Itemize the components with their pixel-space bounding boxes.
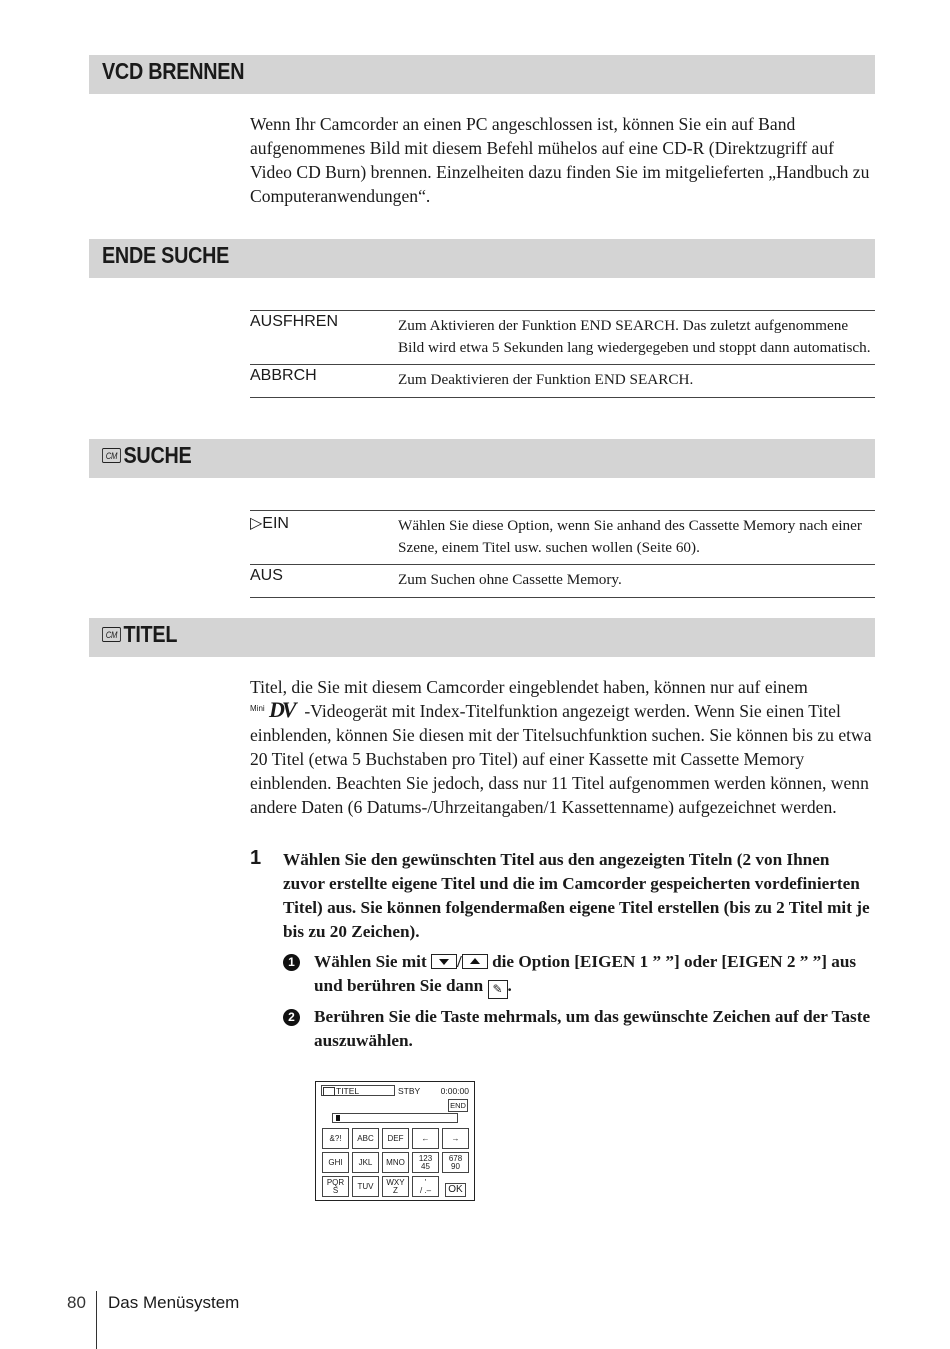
substep-text: Berühren Sie die Taste mehrmals, um das gewünschte Zeichen auf der Taste auszuwählen. bbox=[314, 1007, 871, 1050]
lcd-title-box bbox=[321, 1085, 395, 1096]
substep-text-part: Wählen Sie mit bbox=[314, 952, 431, 971]
text-cursor bbox=[336, 1115, 340, 1121]
cassette-memory-icon: CM bbox=[102, 627, 121, 642]
scroll-up-button-icon bbox=[462, 954, 488, 969]
section-title-wrap bbox=[102, 621, 177, 648]
lcd-key[interactable]: DEF bbox=[382, 1128, 409, 1149]
footer-chapter-title: Das Menüsystem bbox=[108, 1293, 240, 1312]
step-1 bbox=[250, 848, 875, 944]
page-number: 80 bbox=[67, 1293, 86, 1312]
table-row bbox=[250, 311, 875, 365]
titel-intro-rest: -Videogerät mit Index-Titelfunktion angezeigt werden. Wenn Sie einen Titel einblenden, können Sie diesen mit der Titelsuchfunktion suchen. Sie können bis zu etwa 20 Titel (etwa 5 Buchstaben pro Titel) auf einer Kassette mit Cassette Memory einblenden. Beachten Sie jedoch, dass nur 11 Titel aufgenommen werden können, wenn andere Daten (6 Datums-/Uhrzeitangaben/1 Kassettenname) aufgezeichnet werden. bbox=[250, 701, 872, 817]
lcd-screen-illustration bbox=[315, 1081, 475, 1201]
section-title: TITEL bbox=[123, 621, 178, 647]
substep-2 bbox=[283, 1005, 875, 1053]
lcd-ok-button[interactable] bbox=[442, 1176, 469, 1197]
lcd-key[interactable]: PQR S bbox=[322, 1176, 349, 1197]
lcd-key[interactable]: 123 45 bbox=[412, 1152, 439, 1173]
section-header-vcd-brennen bbox=[89, 55, 875, 94]
cassette-memory-icon bbox=[323, 1087, 335, 1096]
ende-suche-options-table bbox=[250, 310, 875, 398]
section-title: VCD BRENNEN bbox=[102, 58, 245, 84]
lcd-key-left-arrow[interactable]: ← bbox=[412, 1128, 439, 1149]
table-row bbox=[250, 365, 875, 398]
section-title: ENDE SUCHE bbox=[102, 242, 230, 268]
titel-intro-line1: Titel, die Sie mit diesem Camcorder eingeblendet haben, können nur auf einem bbox=[250, 677, 808, 697]
lcd-key[interactable]: GHI bbox=[322, 1152, 349, 1173]
substep-number-circle: 2 bbox=[283, 1009, 300, 1026]
option-key: AUS bbox=[250, 565, 398, 598]
mini-dv-logo-mini: Mini bbox=[250, 704, 265, 713]
step-number: 1 bbox=[250, 847, 262, 869]
lcd-key[interactable]: WXY Z bbox=[382, 1176, 409, 1197]
lcd-title-input[interactable] bbox=[332, 1113, 458, 1123]
option-description: Zum Deaktivieren der Funktion END SEARCH. bbox=[398, 365, 875, 398]
lcd-key[interactable]: ' / .– bbox=[412, 1176, 439, 1197]
mini-dv-logo-icon bbox=[250, 697, 300, 722]
lcd-end-button[interactable]: END bbox=[448, 1099, 468, 1112]
option-description: Zum Suchen ohne Cassette Memory. bbox=[398, 565, 875, 598]
option-description: Wählen Sie diese Option, wenn Sie anhand des Cassette Memory nach einer Szene, einem Titel usw. suchen wollen (Seite 60). bbox=[398, 511, 875, 565]
vcd-description: Wenn Ihr Camcorder an einen PC angeschlossen ist, können Sie ein auf Band aufgenommenes Bild mit diesem Befehl mühelos auf eine CD-R (Direktzugriff auf Video CD Burn) brennen. Einzelheiten dazu finden Sie im mitgelieferten „Handbuch zu Computeranwendungen“. bbox=[250, 114, 870, 206]
lcd-timecode: 0:00:00 bbox=[440, 1086, 469, 1096]
ok-label: OK bbox=[445, 1183, 465, 1197]
cassette-memory-icon: CM bbox=[102, 448, 121, 463]
titel-description bbox=[250, 675, 875, 819]
lcd-key[interactable]: &?! bbox=[322, 1128, 349, 1149]
substep-number-circle: 1 bbox=[283, 954, 300, 971]
footer-divider bbox=[96, 1291, 97, 1349]
step-text: Wählen Sie den gewünschten Titel aus den angezeigten Titeln (2 von Ihnen zuvor erstellte eigene Titel und die im Camcorder gespeicherten vordefinierten Titel) aus. Sie können folgendermaßen eigene Titel erstellen (bis zu 2 Titel mit je bis zu 20 Zeichen). bbox=[283, 850, 870, 941]
lcd-key-right-arrow[interactable]: → bbox=[442, 1128, 469, 1149]
section-header-ende-suche bbox=[89, 239, 875, 278]
lcd-status: STBY bbox=[398, 1086, 421, 1096]
option-key: ▷EIN bbox=[250, 511, 398, 565]
lcd-key[interactable]: TUV bbox=[352, 1176, 379, 1197]
table-row bbox=[250, 565, 875, 598]
table-row bbox=[250, 511, 875, 565]
option-key: ABBRCH bbox=[250, 365, 398, 398]
section-title-wrap bbox=[102, 442, 191, 469]
section-title: SUCHE bbox=[123, 442, 192, 468]
section-header-cm-titel bbox=[89, 618, 875, 657]
substep-text bbox=[314, 950, 875, 999]
lcd-keypad bbox=[322, 1128, 469, 1197]
substep-text-part: / bbox=[456, 952, 462, 971]
lcd-key[interactable]: ABC bbox=[352, 1128, 379, 1149]
edit-pen-icon: ✎ bbox=[488, 980, 508, 999]
suche-options-table bbox=[250, 510, 875, 598]
scroll-down-button-icon bbox=[431, 954, 457, 969]
lcd-key[interactable]: MNO bbox=[382, 1152, 409, 1173]
substep-1 bbox=[283, 950, 875, 999]
lcd-title: TITEL bbox=[336, 1086, 360, 1096]
lcd-key[interactable]: 678 90 bbox=[442, 1152, 469, 1173]
mini-dv-logo-dv: DV bbox=[269, 697, 294, 722]
option-key: AUSFHREN bbox=[250, 311, 398, 365]
lcd-key[interactable]: JKL bbox=[352, 1152, 379, 1173]
section-header-cm-suche bbox=[89, 439, 875, 478]
substep-text-part: die Option [EIGEN 1 ” ”] oder [EIGEN 2 ” ”] aus und berühren Sie dann bbox=[314, 952, 857, 995]
option-description: Zum Aktivieren der Funktion END SEARCH. Das zuletzt aufgenommene Bild wird etwa 5 Sekunden lang wiedergegeben und stoppt dann automatisch. bbox=[398, 311, 875, 365]
substep-text-part: . bbox=[507, 976, 512, 995]
